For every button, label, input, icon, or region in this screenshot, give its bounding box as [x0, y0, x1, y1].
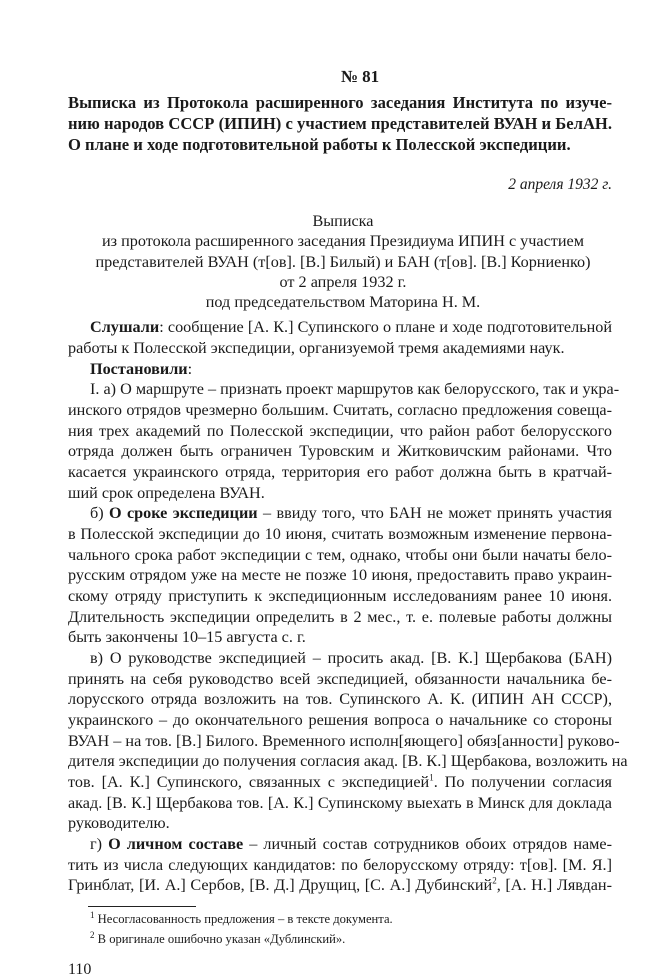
extract-header-line: от 2 апреля 1932 г.	[279, 272, 407, 291]
body-line	[68, 834, 612, 855]
line-text: русским отрядом уже на месте не позже 10 июня, предоставить право украин-	[68, 566, 612, 585]
extract-header	[74, 211, 612, 312]
body-line	[68, 648, 612, 669]
body-line	[68, 855, 612, 876]
body-line	[68, 400, 612, 421]
body-line	[68, 627, 612, 648]
body-line	[68, 875, 612, 896]
body-line	[68, 793, 612, 814]
body-line	[68, 379, 620, 400]
body-line	[68, 545, 612, 566]
footnote-mark: 1	[90, 909, 95, 920]
extract-title: Выписка	[312, 212, 374, 230]
document-body	[68, 317, 628, 895]
line-text: в) О руководстве экспедицией – просить акад. [В. К.] Щербакова (БАН)	[90, 648, 612, 667]
footnote-text: Несогласованность предложения – в тексте документа.	[97, 911, 393, 926]
line-text: отряда должен быть ограничен Туровским и Житковичским районами. Что	[68, 442, 612, 461]
line-text: – ввиду того, что БАН не может принять участия	[257, 504, 612, 523]
line-text: лорусского отряда возложить на тов. Супинского А. К. (ИПИН АН СССР),	[68, 690, 612, 709]
line-text: ший срок определена ВУАН.	[68, 483, 265, 502]
line-text: ния трех академий по Полесской экспедиции, что район работ белорусского	[68, 421, 612, 440]
body-line	[68, 338, 612, 359]
body-line	[68, 669, 612, 690]
line-text: акад. [В. К.] Щербакова тов. [А. К.] Супинскому выехать в Минск для доклада	[68, 793, 612, 812]
body-line	[68, 586, 612, 607]
bold-term: Слушали	[90, 318, 160, 337]
body-line	[68, 731, 620, 752]
footnote-divider	[88, 906, 196, 907]
line-text: , [А. Н.] Лявдан-	[496, 876, 612, 895]
body-line	[68, 441, 612, 462]
line-text: б)	[90, 504, 109, 523]
line-text: руководителю.	[68, 814, 170, 833]
line-text: тов. [А. К.] Супинского, связанных с экспедицией	[68, 772, 430, 791]
body-line	[68, 772, 612, 793]
body-line	[68, 359, 612, 380]
document-number: № 81	[340, 67, 380, 86]
bold-term: О личном составе	[108, 834, 244, 853]
footnote-ref: 1	[429, 772, 434, 783]
line-text: I. а) О маршруте – признать проект маршрутов как белорусского, так и укра-	[90, 380, 620, 399]
bold-term: О сроке экспедиции	[109, 504, 258, 523]
bold-term: Постановили	[90, 359, 188, 378]
line-text: : сообщение [А. К.] Супинского о плане и ходе подготовительной	[159, 318, 612, 337]
extract-header-line: под председательством Маторина Н. М.	[205, 293, 481, 312]
document-heading	[68, 92, 612, 155]
footnote-mark: 2	[90, 929, 95, 940]
heading-line: нию народов СССР (ИПИН) с участием представителей ВУАН и БелАН.	[68, 114, 612, 133]
line-text: . По получении согласия	[433, 772, 612, 791]
body-line	[68, 751, 628, 772]
body-line	[68, 317, 612, 338]
page-number: 110	[68, 960, 92, 978]
line-text: принять на себя руководство всей экспедицией, обязанности начальника бе-	[68, 669, 612, 688]
line-text: Гринблат, [И. А.] Сербов, [В. Д.] Друщиц, [С. А.] Дубинский	[68, 876, 493, 895]
document-date: 2 апреля 1932 г.	[508, 176, 612, 193]
footnote	[90, 909, 612, 929]
body-line	[68, 607, 612, 628]
line-text: :	[187, 359, 193, 378]
line-text: в Полесской экспедиции до 10 июня, считать возможным изменение первона-	[68, 525, 612, 544]
extract-header-line: представителей ВУАН (т[ов]. [В.] Билый) и БАН (т[ов]. [В.] Корниенко)	[95, 252, 591, 271]
line-text: быть закончены 10–15 августа с. г.	[68, 628, 306, 647]
line-text: работы к Полесской экспедиции, организуемой тремя академиями наук.	[68, 339, 565, 358]
line-text: дителя экспедиции до получения согласия акад. [В. К.] Щербакова, возложить на	[68, 752, 628, 771]
footnote	[90, 929, 612, 949]
body-line	[68, 689, 612, 710]
line-text: – личный состав сотрудников обоих отрядов наме-	[243, 834, 612, 853]
line-text: скому отряду приступить к экспедиционным исследованиям ранее 10 июня.	[68, 587, 612, 606]
extract-header-line: из протокола расширенного заседания Президиума ИПИН с участием	[102, 232, 584, 251]
line-text: тить из числа следующих кандидатов: по белорусскому отряду: т[ов]. [М. Я.]	[68, 855, 612, 874]
footnotes	[90, 909, 612, 949]
body-line	[68, 710, 612, 731]
line-text: касается украинского отряда, территория его работ должна быть в кратчай-	[68, 463, 612, 482]
body-line	[68, 483, 612, 504]
body-line	[68, 462, 612, 483]
line-text: ВУАН – на тов. [В.] Билого. Временного исполн[яющего] обяз[анности] руково-	[68, 731, 620, 750]
heading-line: Выписка из Протокола расширенного заседания Института по изуче-	[68, 93, 612, 112]
line-text: украинского – до окончательного решения вопроса о начальнике со стороны	[68, 710, 612, 729]
footnote-ref: 2	[492, 875, 497, 886]
line-text: чального срока работ экспедиции с тем, однако, чтобы они были начаты бело-	[68, 545, 612, 564]
body-line	[68, 565, 612, 586]
document-page	[68, 66, 628, 979]
line-text: Длительность экспедиции определить в 2 мес., т. е. полевые работы должны	[68, 607, 612, 626]
body-line	[68, 421, 612, 442]
heading-line: О плане и ходе подготовительной работы к Полесской экспедиции.	[68, 135, 571, 154]
line-text: инского отрядов чрезмерно большим. Считать, согласно предложения совеща-	[68, 401, 612, 420]
body-line	[68, 503, 612, 524]
footnote-text: В оригинале ошибочно указан «Дублинский».	[97, 931, 346, 946]
body-line	[68, 813, 612, 834]
line-text: г)	[90, 834, 109, 853]
body-line	[68, 524, 612, 545]
